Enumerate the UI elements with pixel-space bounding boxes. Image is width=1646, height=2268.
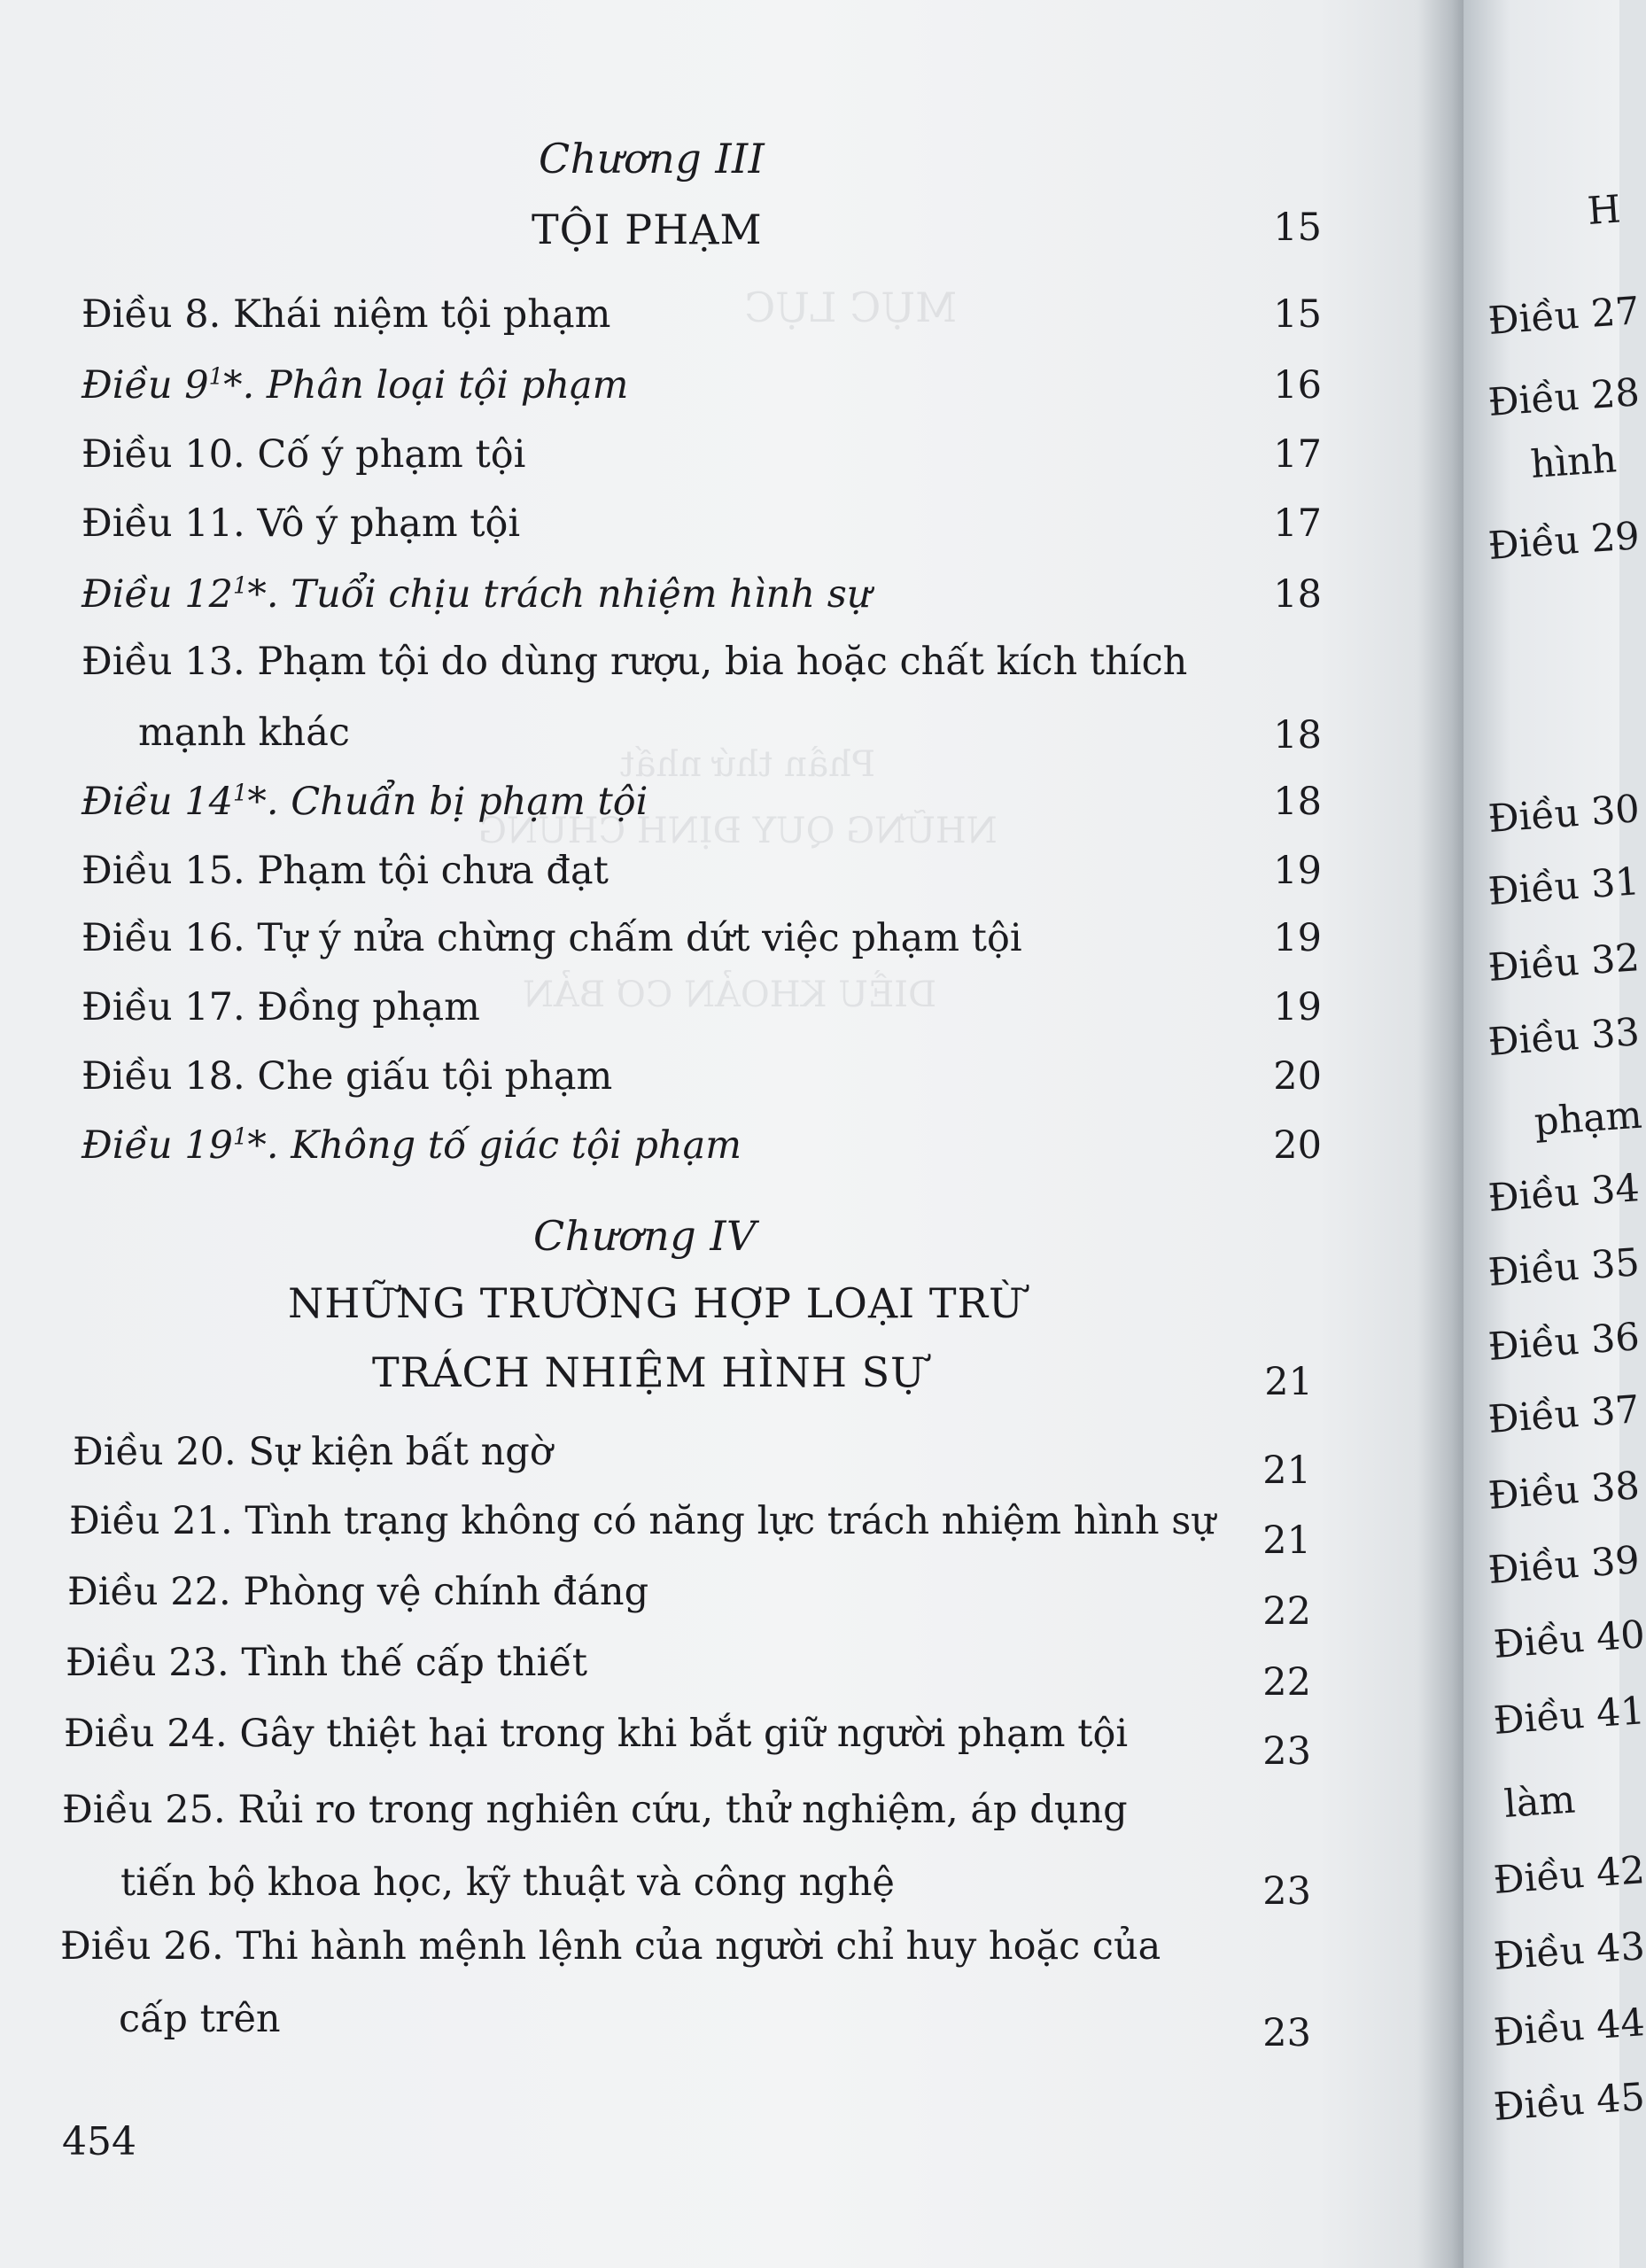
toc-entry-page: 20 — [1273, 1054, 1322, 1099]
toc-entry-title: *. Phân loại tội phạm — [223, 363, 629, 408]
facing-page-entry: Điều 27 — [1487, 289, 1642, 344]
facing-page-entry: Điều 38 — [1487, 1464, 1642, 1518]
page-number: 454 — [62, 2119, 136, 2164]
toc-entry-article: Điều 10. — [82, 432, 258, 477]
toc-entry-page: 19 — [1273, 849, 1322, 893]
toc-entry — [82, 849, 609, 893]
facing-page-entry: Điều 37 — [1487, 1387, 1642, 1442]
toc-entry-title: Thi hành mệnh lệnh của người chỉ huy hoặc của — [236, 1924, 1161, 1969]
toc-entry — [82, 1123, 741, 1168]
facing-page-entry: Điều 44 — [1492, 2000, 1646, 2055]
facing-page-entry: Điều 32 — [1487, 936, 1642, 990]
toc-entry-article: Điều 12 — [82, 572, 233, 617]
toc-entry-title: *. Chuẩn bị phạm tội — [247, 780, 648, 824]
toc-entry-continuation: tiến bộ khoa học, kỹ thuật và công nghệ — [120, 1860, 895, 1905]
toc-entry-page: 21 — [1262, 1449, 1311, 1493]
toc-entry-title: Tình thế cấp thiết — [241, 1641, 588, 1685]
toc-entry-page: 23 — [1262, 1869, 1311, 1914]
toc-entry — [64, 1712, 1128, 1756]
toc-entry-page: 19 — [1273, 916, 1322, 960]
toc-entry-title: Phạm tội do dùng rượu, bia hoặc chất kích thích — [257, 640, 1188, 684]
toc-entry — [82, 292, 610, 337]
toc-entry-article: Điều 22. — [67, 1570, 244, 1614]
chapter-3-label: Chương III — [539, 135, 765, 183]
toc-entry-title: Tự ý nửa chừng chấm dứt việc phạm tội — [257, 916, 1022, 960]
facing-page-entry: Điều 35 — [1487, 1240, 1642, 1295]
toc-entry — [60, 1924, 1161, 1969]
toc-entry-article: Điều 14 — [82, 780, 233, 824]
toc-entry-title: *. Tuổi chịu trách nhiệm hình sự — [247, 572, 872, 617]
facing-page-entry: Điều 30 — [1487, 787, 1642, 842]
toc-entry-page: 18 — [1273, 780, 1322, 824]
toc-entry-article: Điều 25. — [62, 1788, 238, 1832]
facing-page-entry: Điều 34 — [1487, 1166, 1642, 1221]
toc-entry — [82, 572, 871, 617]
toc-entry — [82, 501, 520, 546]
toc-entry-article: Điều 18. — [82, 1054, 258, 1099]
toc-entry-page: 17 — [1273, 501, 1322, 546]
toc-entry-article: Điều 26. — [60, 1924, 237, 1969]
toc-entry — [82, 916, 1022, 960]
toc-entry-title: Phòng vệ chính đáng — [243, 1570, 649, 1614]
facing-page-entry: Điều 42 — [1492, 1848, 1646, 1903]
toc-entry-superscript: 1 — [233, 572, 248, 600]
toc-entry-page: 22 — [1262, 1660, 1311, 1705]
chapter-4-page: 21 — [1264, 1360, 1313, 1404]
toc-entry-title: Rủi ro trong nghiên cứu, thử nghiệm, áp dụng — [237, 1788, 1128, 1832]
toc-entry-superscript: 1 — [233, 780, 248, 807]
toc-entry-title: Đồng phạm — [257, 985, 480, 1029]
toc-entry — [66, 1641, 587, 1685]
facing-page-entry: Điều 31 — [1487, 859, 1642, 914]
toc-entry-page: 18 — [1273, 713, 1322, 757]
bleed-through-general: NHỮNG QUY ĐỊNH CHUNG — [478, 811, 998, 851]
toc-entry — [73, 1430, 553, 1474]
toc-entry-article: Điều 16. — [82, 916, 258, 960]
facing-page-entry: Điều 28 — [1487, 370, 1642, 425]
toc-entry-page: 23 — [1262, 2011, 1311, 2055]
toc-entry-title: Gây thiệt hại trong khi bắt giữ người phạm tội — [239, 1712, 1129, 1756]
toc-entry-article: Điều 17. — [82, 985, 258, 1029]
toc-entry-title: Cố ý phạm tội — [257, 432, 526, 477]
toc-entry — [82, 363, 628, 408]
toc-entry-superscript: 1 — [233, 1123, 248, 1151]
toc-entry-page: 17 — [1273, 432, 1322, 477]
facing-page-entry: phạm — [1533, 1092, 1644, 1145]
facing-page-entry: hình — [1529, 437, 1619, 487]
bleed-through-heading: MỤC LỤC — [744, 284, 958, 331]
toc-entry-title: Sự kiện bất ngờ — [248, 1430, 553, 1474]
facing-page-entry: Điều 45 — [1492, 2075, 1646, 2130]
chapter-3-page: 15 — [1273, 206, 1322, 250]
toc-entry — [82, 985, 480, 1029]
toc-entry-page: 21 — [1262, 1518, 1311, 1563]
toc-entry-article: Điều 24. — [64, 1712, 240, 1756]
toc-entry-title: Che giấu tội phạm — [257, 1054, 613, 1099]
toc-entry-page: 22 — [1262, 1589, 1311, 1634]
toc-entry-article: Điều 20. — [73, 1430, 249, 1474]
toc-entry — [82, 432, 525, 477]
toc-entry — [82, 640, 1187, 684]
toc-entry-title: Tình trạng không có năng lực trách nhiệm hình sự — [245, 1499, 1215, 1543]
toc-entry-article: Điều 19 — [82, 1123, 233, 1168]
toc-entry — [69, 1499, 1215, 1543]
toc-entry-article: Điều 9 — [82, 363, 209, 408]
toc-entry-article: Điều 21. — [69, 1499, 245, 1543]
toc-entry-page: 15 — [1273, 292, 1322, 337]
toc-entry-article: Điều 23. — [66, 1641, 242, 1685]
facing-page-entry: Điều 39 — [1487, 1538, 1642, 1593]
toc-entry-article: Điều 8. — [82, 292, 233, 337]
bleed-through-basic: DIỀU KHOẢN CƠ BẢN — [523, 975, 937, 1015]
toc-entry-superscript: 1 — [208, 363, 224, 391]
toc-entry-page: 23 — [1262, 1729, 1311, 1774]
chapter-4-label: Chương IV — [533, 1212, 757, 1260]
facing-page-entry: Điều 40 — [1492, 1612, 1646, 1667]
bleed-through-part: Phần thứ nhất — [620, 744, 876, 785]
toc-entry — [82, 780, 648, 824]
book-page-right — [1464, 0, 1646, 2268]
toc-entry-article: Điều 13. — [82, 640, 258, 684]
chapter-4-title-line1: NHỮNG TRƯỜNG HỢP LOẠI TRỪ — [288, 1279, 1024, 1327]
toc-entry — [82, 1054, 612, 1099]
toc-entry-page: 19 — [1273, 985, 1322, 1029]
facing-page-entry: Điều 43 — [1492, 1924, 1646, 1979]
toc-entry-title: *. Không tố giác tội phạm — [247, 1123, 741, 1168]
toc-entry-title: Phạm tội chưa đạt — [257, 849, 609, 893]
toc-entry-title: Vô ý phạm tội — [257, 501, 521, 546]
toc-entry-title: Khái niệm tội phạm — [232, 292, 611, 337]
toc-entry-article: Điều 15. — [82, 849, 258, 893]
facing-page-entry: Điều 29 — [1487, 514, 1642, 569]
chapter-3-title: TỘI PHẠM — [532, 206, 763, 253]
chapter-4-title-line2: TRÁCH NHIỆM HÌNH SỰ — [372, 1348, 926, 1396]
toc-entry — [62, 1788, 1128, 1832]
toc-entry-continuation: cấp trên — [119, 1997, 281, 2041]
facing-page-entry: Điều 33 — [1487, 1010, 1642, 1065]
toc-entry-article: Điều 11. — [82, 501, 258, 546]
facing-page-entry: làm — [1502, 1777, 1577, 1827]
toc-entry-continuation: mạnh khác — [138, 711, 350, 755]
facing-page-entry: Điều 36 — [1487, 1315, 1642, 1370]
toc-entry — [67, 1570, 648, 1614]
toc-entry-page: 20 — [1273, 1123, 1322, 1168]
toc-entry-page: 16 — [1273, 363, 1322, 408]
facing-page-entry: Điều 41 — [1492, 1689, 1646, 1744]
facing-page-entry: H — [1586, 187, 1623, 234]
toc-entry-page: 18 — [1273, 572, 1322, 617]
